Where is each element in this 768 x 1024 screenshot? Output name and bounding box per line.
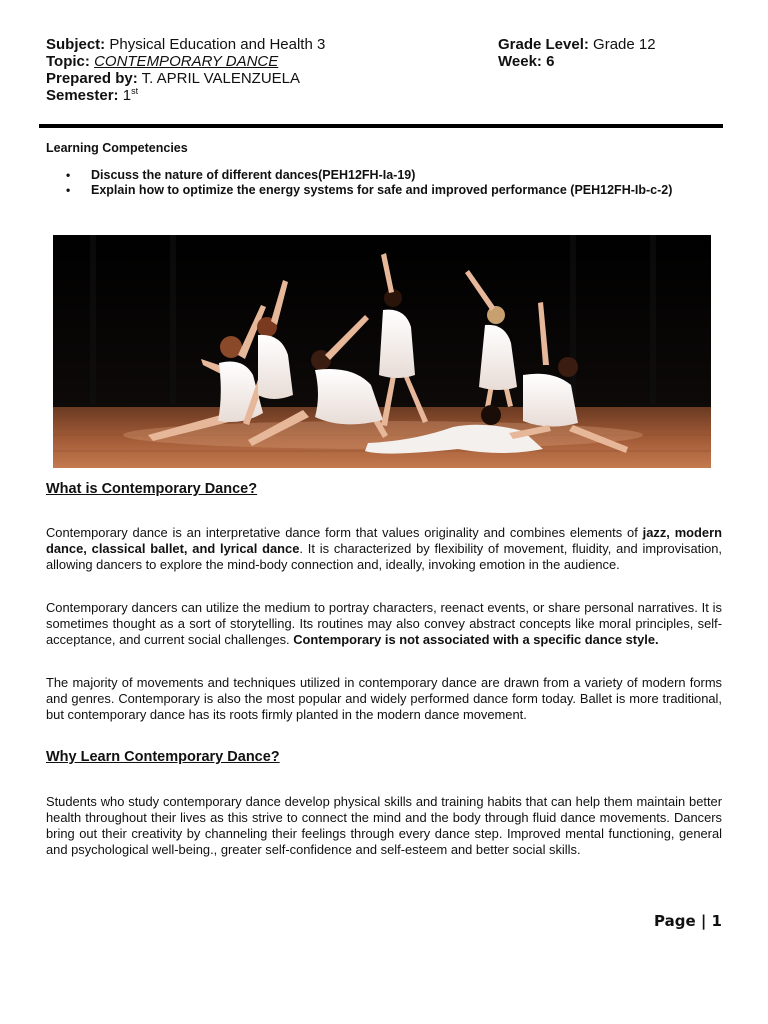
section-heading-why: Why Learn Contemporary Dance? bbox=[46, 749, 280, 765]
header-divider bbox=[39, 124, 723, 128]
grade-label: Grade Level: bbox=[498, 36, 589, 53]
topic-line bbox=[46, 53, 278, 70]
semester-superscript: st bbox=[131, 86, 139, 96]
paragraph-techniques: The majority of movements and techniques utilized in contemporary dance are drawn from a variety of modern forms and genres. Contemporary is also the most popular and widely performed dance form today. Ballet is more traditional, but contemporary dance has its roots firmly planted in the modern dance movement. bbox=[46, 675, 722, 722]
grade-level-line bbox=[498, 36, 656, 53]
para-bold-text: Contemporary is not associated with a specific dance style. bbox=[293, 632, 659, 647]
section-heading-what: What is Contemporary Dance? bbox=[46, 481, 258, 497]
para-text: . It is characterized by flexibility of movement, fluidity, and improvisation, allowing dancers to explore the mind-body connection and, ideally, invoking emotion in the audience. bbox=[46, 541, 722, 572]
subject-line bbox=[46, 36, 325, 53]
prepared-label: Prepared by: bbox=[46, 70, 138, 87]
competencies-list bbox=[66, 168, 706, 198]
para-text: Contemporary dance is an interpretative dance form that values originality and combines elements of bbox=[46, 525, 643, 540]
paragraph-definition bbox=[46, 525, 722, 573]
week-line bbox=[498, 53, 554, 70]
competency-item: • Explain how to optimize the energy systems for safe and improved performance (PEH12FH-Ib-c-2) bbox=[66, 183, 706, 198]
dancers-illustration bbox=[53, 235, 711, 468]
para-text: Contemporary dancers can utilize the medium to portray characters, reenact events, or share personal narratives. It is sometimes thought as a sort of storytelling. Its routines may also convey abstract concepts like moral principles, self-acceptance, and current social challenges. bbox=[46, 600, 722, 647]
week-value: 6 bbox=[546, 53, 555, 70]
prepared-by-line bbox=[46, 70, 300, 87]
week-label: Week: bbox=[498, 53, 542, 70]
para-bold-text: jazz, modern dance, classical ballet, and lyrical dance bbox=[46, 525, 722, 556]
subject-value: Physical Education and Health 3 bbox=[109, 36, 326, 53]
topic-label: Topic: bbox=[46, 53, 90, 70]
competencies-title: Learning Competencies bbox=[46, 141, 188, 155]
paragraph-benefits: Students who study contemporary dance develop physical skills and training habits that can help them maintain better health throughout their lives as this strive to connect the mind and the body through fluid dance movements. Dancers bring out their creativity by channeling their feelings through every dance step. Improved mental functioning, general and psychological well-being., greater self-confidence and self-esteem and better social skills. bbox=[46, 794, 722, 857]
page-number: Page | 1 bbox=[654, 912, 722, 930]
competency-item: • Discuss the nature of different dances(PEH12FH-Ia-19) bbox=[66, 168, 706, 183]
semester-line bbox=[46, 87, 138, 104]
prepared-value: T. APRIL VALENZUELA bbox=[141, 70, 301, 87]
semester-label: Semester: bbox=[46, 87, 119, 104]
dancers-photo bbox=[53, 235, 711, 468]
subject-label: Subject: bbox=[46, 36, 106, 53]
grade-value: Grade 12 bbox=[593, 36, 656, 53]
paragraph-storytelling bbox=[46, 600, 722, 648]
semester-value: 1 bbox=[122, 87, 132, 104]
topic-value: CONTEMPORARY DANCE bbox=[94, 53, 279, 70]
